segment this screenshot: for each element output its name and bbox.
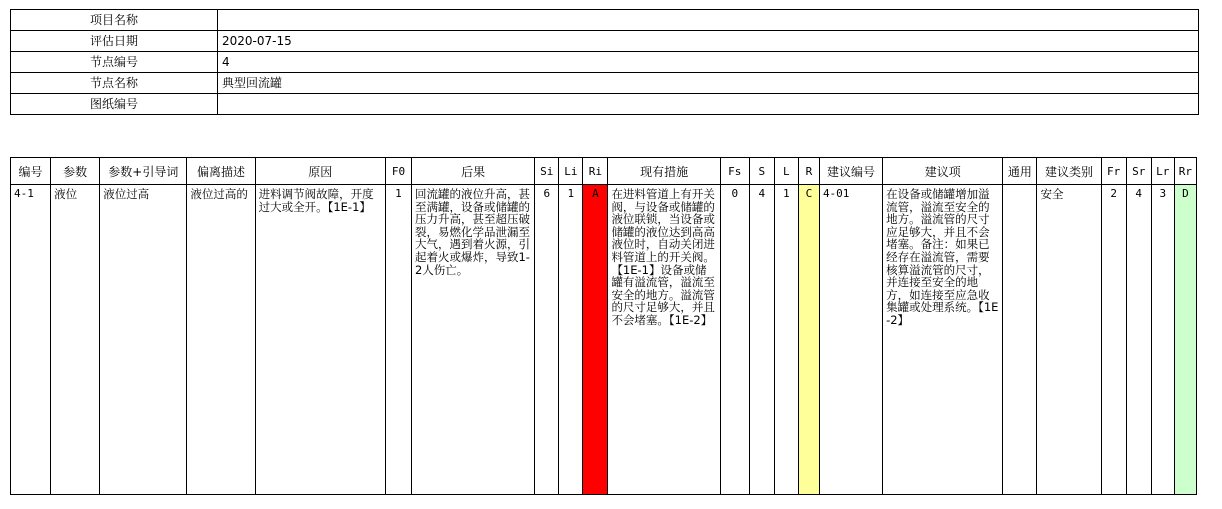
cell-param[interactable]: 液位 <box>51 185 100 495</box>
cell-param-guide[interactable]: 液位过高 <box>100 185 187 495</box>
cell-rec[interactable]: 在设备或储罐增加溢流管，溢流至安全的地方。溢流管的尺寸应足够大，并且不会堵塞。备注：如果已经存在溢流管，需要核算溢流管的尺寸，并连接至安全的地方，如连接至应急收集罐或处理系统。【1E-2】 <box>883 185 1003 495</box>
header-no: 编号 <box>11 158 51 185</box>
header-l: L <box>774 158 798 185</box>
header-param-guide: 参数+引导词 <box>100 158 187 185</box>
header-lr: Lr <box>1151 158 1174 185</box>
info-row-node-name <box>11 73 1199 94</box>
header-consequence: 后果 <box>411 158 534 185</box>
hazop-worksheet-table <box>10 157 1197 495</box>
eval-date-label: 评估日期 <box>11 31 218 52</box>
header-sr: Sr <box>1126 158 1151 185</box>
header-deviation: 偏离描述 <box>187 158 255 185</box>
header-ri: Ri <box>583 158 608 185</box>
node-name-value[interactable]: 典型回流罐 <box>218 73 1199 94</box>
cell-f0[interactable]: 1 <box>385 185 411 495</box>
header-fs: Fs <box>720 158 749 185</box>
cell-lr[interactable]: 3 <box>1151 185 1174 495</box>
cell-si[interactable]: 6 <box>535 185 559 495</box>
table-row <box>11 185 1197 495</box>
cell-no[interactable]: 4-1 <box>11 185 51 495</box>
drawing-no-label: 图纸编号 <box>11 94 218 115</box>
project-name-value[interactable] <box>218 10 1199 31</box>
cell-ri[interactable]: A <box>583 185 608 495</box>
header-s: S <box>749 158 774 185</box>
cell-rr[interactable]: D <box>1174 185 1196 495</box>
cell-rec-type[interactable]: 安全 <box>1037 185 1101 495</box>
cell-r[interactable]: C <box>798 185 819 495</box>
cell-sr[interactable]: 4 <box>1126 185 1151 495</box>
header-fr: Fr <box>1101 158 1126 185</box>
cell-s[interactable]: 4 <box>749 185 774 495</box>
cell-li[interactable]: 1 <box>559 185 583 495</box>
info-row-node-no <box>11 52 1199 73</box>
info-row-eval-date <box>11 31 1199 52</box>
eval-date-value[interactable]: 2020-07-15 <box>218 31 1199 52</box>
header-rec-no: 建议编号 <box>819 158 882 185</box>
drawing-no-value[interactable] <box>218 94 1199 115</box>
header-li: Li <box>559 158 583 185</box>
header-general: 通用 <box>1003 158 1037 185</box>
header-cause: 原因 <box>255 158 385 185</box>
project-name-label: 项目名称 <box>11 10 218 31</box>
node-name-label: 节点名称 <box>11 73 218 94</box>
header-measures: 现有措施 <box>608 158 720 185</box>
header-f0: F0 <box>385 158 411 185</box>
header-row <box>11 158 1197 185</box>
cell-deviation[interactable]: 液位过高的 <box>187 185 255 495</box>
cell-cause[interactable]: 进料调节阀故障，开度过大或全开。【1E-1】 <box>255 185 385 495</box>
cell-measures[interactable]: 在进料管道上有开关阀，与设备或储罐的液位联锁，当设备或储罐的液位达到高高液位时，自动关闭进料管道上的开关阀。【1E-1】设备或储罐有溢流管，溢流至安全的地方。溢流管的尺寸足够大，并且不会堵塞。【1E-2】 <box>608 185 720 495</box>
cell-consequence[interactable]: 回流罐的液位升高，甚至满罐，设备或储罐的压力升高，甚至超压破裂，易燃化学品泄漏至大气，遇到着火源，引起着火或爆炸，导致1-2人伤亡。 <box>411 185 534 495</box>
header-rec: 建议项 <box>883 158 1003 185</box>
info-row-project-name <box>11 10 1199 31</box>
cell-fr[interactable]: 2 <box>1101 185 1126 495</box>
node-no-label: 节点编号 <box>11 52 218 73</box>
header-rr: Rr <box>1174 158 1196 185</box>
project-info-table <box>10 9 1199 115</box>
node-no-value[interactable]: 4 <box>218 52 1199 73</box>
cell-rec-no[interactable]: 4-01 <box>819 185 882 495</box>
info-row-drawing-no <box>11 94 1199 115</box>
header-si: Si <box>535 158 559 185</box>
header-rec-type: 建议类别 <box>1037 158 1101 185</box>
cell-l[interactable]: 1 <box>774 185 798 495</box>
cell-general[interactable] <box>1003 185 1037 495</box>
header-r: R <box>798 158 819 185</box>
cell-fs[interactable]: 0 <box>720 185 749 495</box>
header-param: 参数 <box>51 158 100 185</box>
